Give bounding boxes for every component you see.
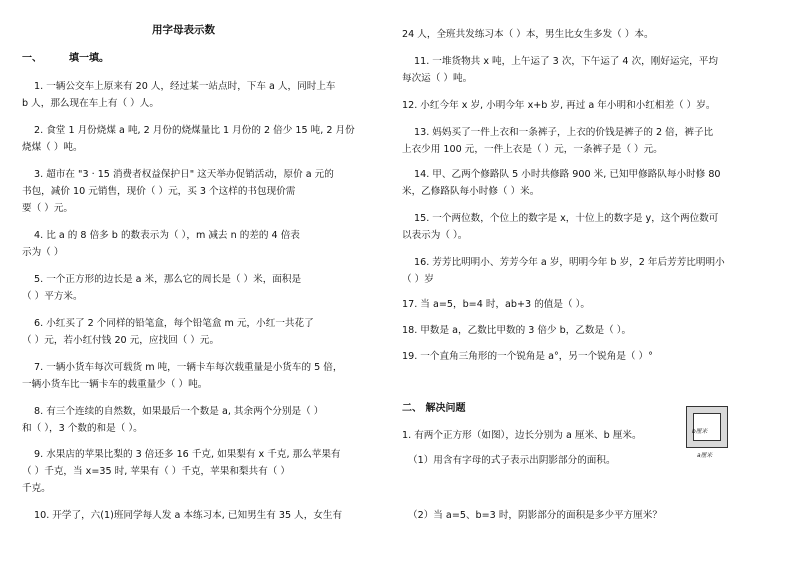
- problem-1-part-2: （2）当 a=5、b=3 时，阴影部分的面积是多少平方厘米？: [408, 510, 662, 521]
- q9-line1: 9. 水果店的苹果比梨的 3 倍还多 16 千克, 如果梨有 x 千克, 那么苹果有: [34, 449, 341, 460]
- q5-line2: （ ）平方米。: [22, 291, 83, 302]
- q15-line1: 15. 一个两位数，个位上的数字是 x，十位上的数字是 y，这个两位数可: [414, 213, 719, 224]
- q4-line1: 4. 比 a 的 8 倍多 b 的数表示为（ ），m 减去 n 的差的 4 倍表: [34, 230, 300, 241]
- q16-line2: （ ）岁: [402, 274, 434, 285]
- q8-line1: 8. 有三个连续的自然数，如果最后一个数是 a, 其余两个分别是（ ）: [34, 406, 324, 417]
- q18-line: 18. 甲数是 a，乙数比甲数的 3 倍少 b，乙数是（ ）。: [402, 325, 632, 336]
- section-1-label: 填一填。: [68, 53, 109, 64]
- q6-line1: 6. 小红买了 2 个同样的铅笔盒，每个铅笔盒 m 元，小红一共花了: [34, 318, 314, 329]
- section-1-heading: [22, 50, 109, 67]
- q1-line1: 1. 一辆公交车上原来有 20 人，经过某一站点时，下车 a 人，同时上车: [34, 81, 336, 92]
- q13-line2: 上衣少用 100 元，一件上衣是（ ）元，一条裤子是（ ）元。: [402, 144, 663, 155]
- q11-line1: 11. 一堆货物共 x 吨，上午运了 3 次，下午运了 4 次，刚好运完，平均: [414, 56, 718, 67]
- q11-line2: 每次运（ ）吨。: [402, 73, 473, 84]
- q17-line: 17. 当 a=5，b=4 时，ab+3 的值是（ ）。: [402, 299, 591, 310]
- q4-line2: 示为（ ）: [22, 247, 64, 258]
- q16-line1: 16. 芳芳比明明小、芳芳今年 a 岁，明明今年 b 岁，2 年后芳芳比明明小: [414, 257, 725, 268]
- q3-line1: 3. 超市在 "3 · 15 消费者权益保护日" 这天举办促销活动，原价 a 元的: [34, 169, 334, 180]
- q13-line1: 13. 妈妈买了一件上衣和一条裤子，上衣的价钱是裤子的 2 倍，裤子比: [414, 127, 714, 138]
- q14-line1: 14. 甲、乙两个修路队 5 小时共修路 900 米, 已知甲修路队每小时修 80: [414, 169, 721, 180]
- problem-1: 1. 有两个正方形（如图），边长分别为 a 厘米、b 厘米。: [402, 430, 642, 441]
- q12-line: 12. 小红今年 x 岁, 小明今年 x+b 岁, 再过 a 年小明和小红相差（ ）岁。: [402, 100, 716, 111]
- q19-line: 19. 一个直角三角形的一个锐角是 a°，另一个锐角是（ ）°: [402, 351, 653, 362]
- inner-square-label: b厘米: [692, 429, 708, 435]
- q14-line2: 米，乙修路队每小时修（ ）米。: [402, 186, 540, 197]
- q7-line1: 7. 一辆小货车每次可载货 m 吨，一辆卡车每次载重量是小货车的 5 倍，: [34, 362, 343, 373]
- page-title: 用字母表示数: [152, 24, 215, 36]
- q9-line2: （ ）千克，当 x=35 时, 苹果有（ ）千克，苹果和梨共有（ ）: [22, 466, 290, 477]
- q15-line2: 以表示为（ ）。: [402, 230, 468, 241]
- q8-line2: 和（ ），3 个数的和是（ ）。: [22, 423, 143, 434]
- q2-line2: 烧煤（ ）吨。: [22, 142, 83, 153]
- section-2-heading: 二、 解决问题: [402, 403, 466, 414]
- q3-line2: 书包，减价 10 元销售，现价（ ）元，买 3 个这样的书包现价需: [22, 186, 296, 197]
- q2-line1: 2. 食堂 1 月份烧煤 a 吨, 2 月份的烧煤量比 1 月份的 2 倍少 15 吨, 2 月份: [34, 125, 355, 136]
- section-1-number: 一、: [22, 53, 42, 64]
- q1-line2: b 人，那么现在车上有（ ）人。: [22, 98, 159, 109]
- q5-line1: 5. 一个正方形的边长是 a 米，那么它的周长是（ ）米，面积是: [34, 274, 302, 285]
- outer-square-label: a厘米: [697, 453, 713, 459]
- q10-line2: 24 人，全班共发练习本（ ）本，男生比女生多发（ ）本。: [402, 29, 654, 40]
- q9-line3: 千克。: [22, 483, 51, 494]
- q3-line3: 要（ ）元。: [22, 203, 74, 214]
- problem-1-part-1: （1）用含有字母的式子表示出阴影部分的面积。: [408, 455, 616, 466]
- q10-line1: 10. 开学了，六(1)班同学每人发 a 本练习本, 已知男生有 35 人，女生有: [34, 510, 343, 521]
- q6-line2: （ ）元，若小红付钱 20 元，应找回（ ）元。: [22, 335, 220, 346]
- q7-line2: 一辆小货车比一辆卡车的载重量少（ ）吨。: [22, 379, 208, 390]
